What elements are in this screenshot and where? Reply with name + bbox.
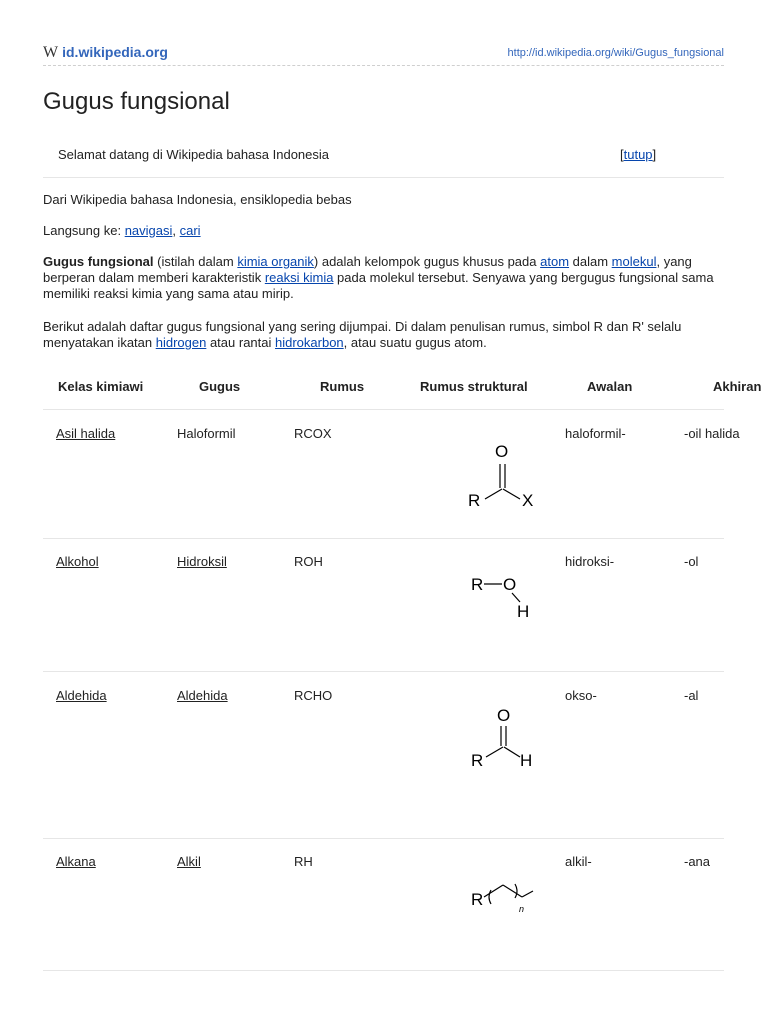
- row-kelas-link[interactable]: Asil halida: [56, 426, 116, 441]
- link-reaksi-kimia[interactable]: reaksi kimia: [264, 270, 334, 285]
- structure-aldehyde: [453, 702, 553, 772]
- structure-acyl-halide: [453, 438, 553, 510]
- row-kelas-link[interactable]: Aldehida: [56, 688, 107, 703]
- atom-h: H: [517, 602, 530, 621]
- site-link[interactable]: [43, 44, 168, 62]
- intro-paragraph: [43, 254, 724, 302]
- atom-r: R: [468, 491, 481, 510]
- para-text: , atau suatu gugus atom.: [343, 335, 487, 350]
- row-awalan: alkil-: [565, 854, 592, 869]
- notice-message: Selamat datang di Wikipedia bahasa Indonesia: [58, 147, 330, 162]
- para-text: atau rantai: [206, 335, 275, 350]
- row-awalan: okso-: [565, 688, 597, 703]
- row-gugus-link[interactable]: Alkil: [177, 854, 201, 869]
- row-divider: [43, 538, 724, 539]
- row-akhiran: -ana: [684, 854, 711, 869]
- structure-alkane: [453, 862, 553, 922]
- jump-navigation-link[interactable]: navigasi: [124, 223, 173, 238]
- subscript-n: n: [519, 904, 525, 914]
- col-header-kelas: Kelas kimiawi: [58, 379, 144, 394]
- col-header-awalan: Awalan: [587, 379, 633, 394]
- link-kimia-organik[interactable]: kimia organik: [237, 254, 314, 269]
- list-intro-paragraph: [43, 319, 724, 351]
- row-rumus: RH: [294, 854, 313, 869]
- link-atom[interactable]: atom: [540, 254, 570, 269]
- functional-groups-table: [43, 366, 762, 972]
- col-header-rumus-struktural: Rumus struktural: [420, 379, 528, 394]
- intro-text: pada molekul tersebut. Senyawa yang bergugus fungsional sama memiliki reaksi kimia yang sama atau mirip.: [43, 270, 714, 301]
- row-gugus-link[interactable]: Hidroksil: [177, 554, 227, 569]
- link-hidrokarbon[interactable]: hidrokarbon: [275, 335, 344, 350]
- page-title: Gugus fungsional: [43, 88, 230, 115]
- row-akhiran: -oil halida: [684, 426, 740, 441]
- intro-term: Gugus fungsional: [43, 254, 154, 269]
- notice-close: [620, 147, 656, 162]
- site-notice: [43, 140, 724, 178]
- intro-text: ) adalah kelompok gugus khusus pada: [313, 254, 541, 269]
- atom-r: R: [471, 575, 484, 594]
- col-header-akhiran: Akhiran: [713, 379, 762, 394]
- link-hidrogen[interactable]: hidrogen: [155, 335, 207, 350]
- page-header: [43, 44, 724, 66]
- atom-o: O: [495, 442, 509, 461]
- intro-text: , yang berperan dalam memberi karakteristik: [43, 254, 692, 285]
- bracket-open: [: [620, 147, 624, 162]
- page-url[interactable]: http://id.wikipedia.org/wiki/Gugus_fungsional: [507, 47, 724, 59]
- atom-r: R: [471, 751, 484, 770]
- intro-text: dalam: [569, 254, 612, 269]
- col-header-rumus: Rumus: [320, 379, 365, 394]
- structure-alcohol: [453, 566, 553, 626]
- atom-r: R: [471, 890, 484, 909]
- row-divider: [43, 838, 724, 839]
- col-header-gugus: Gugus: [199, 379, 241, 394]
- jump-links: [43, 223, 724, 239]
- link-molekul[interactable]: molekul: [611, 254, 657, 269]
- atom-o: O: [497, 706, 511, 725]
- row-divider: [43, 970, 724, 971]
- jump-search-link[interactable]: cari: [179, 223, 201, 238]
- row-akhiran: -al: [684, 688, 699, 703]
- jump-separator: ,: [172, 223, 180, 238]
- para-text: Berikut adalah daftar gugus fungsional yang sering dijumpai. Di dalam penulisan rumus, simbol R dan R' selalu menyatakan ikatan: [43, 319, 682, 350]
- row-akhiran: -ol: [684, 554, 699, 569]
- row-awalan: hidroksi-: [565, 554, 615, 569]
- wikipedia-logo-icon: W: [43, 44, 59, 61]
- tagline: Dari Wikipedia bahasa Indonesia, ensiklopedia bebas: [43, 192, 352, 207]
- row-kelas-link[interactable]: Alkana: [56, 854, 96, 869]
- row-rumus: ROH: [294, 554, 323, 569]
- jump-prefix: Langsung ke:: [43, 223, 125, 238]
- header-divider: [43, 409, 724, 410]
- row-kelas-link[interactable]: Alkohol: [56, 554, 99, 569]
- row-awalan: haloformil-: [565, 426, 626, 441]
- row-rumus: RCOX: [294, 426, 332, 441]
- row-gugus-link[interactable]: Aldehida: [177, 688, 228, 703]
- atom-x: X: [522, 491, 534, 510]
- site-name: id.wikipedia.org: [62, 44, 168, 60]
- row-rumus: RCHO: [294, 688, 333, 703]
- row-divider: [43, 671, 724, 672]
- row-gugus: Haloformil: [177, 426, 236, 441]
- atom-h: H: [520, 751, 533, 770]
- bracket-close: ]: [652, 147, 657, 162]
- atom-o: O: [503, 575, 517, 594]
- intro-text: (istilah dalam: [153, 254, 238, 269]
- notice-close-link[interactable]: tutup: [623, 147, 653, 162]
